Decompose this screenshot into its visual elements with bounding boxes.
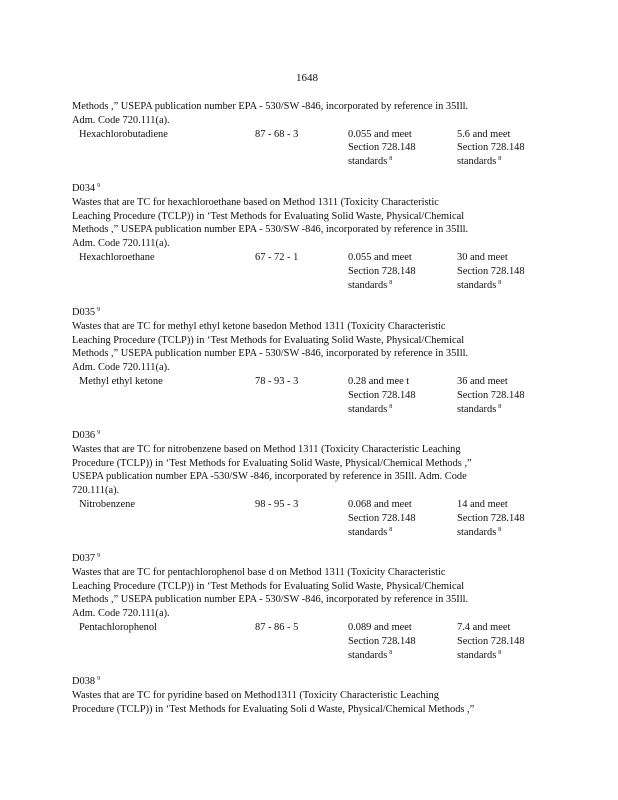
- alternate-line1: 5.6 and meet: [457, 128, 511, 140]
- page-number: 1648: [296, 72, 318, 84]
- section-hexachlorobutadiene: [72, 100, 550, 170]
- cas-number: 67 - 72 - 1: [255, 251, 299, 263]
- footnote-ref: 8: [498, 403, 502, 410]
- table-row: [72, 128, 550, 170]
- section-description: Wastes that are TC for pentachlorophenol base d on Method 1311 (Toxicity Characteristic Leaching Procedure (TCLP)) in ‘Test Methods for Evaluating Solid Waste, Physical/Chemical Methods ,” USEPA publication number EPA - 530/SW -846, incorporated by reference in 35Ill. Adm. Code 720.111(a).: [72, 566, 469, 620]
- regulated-level: [348, 375, 416, 416]
- alternate-line3: standards $^8$: [457, 156, 502, 168]
- regulated-line3: standards $^8$: [348, 403, 393, 415]
- waste-code: D038 $^9$: [72, 676, 101, 687]
- alternate-line2: Section 728.148: [457, 142, 525, 154]
- regulated-line2: Section 728.148: [348, 389, 416, 401]
- cas-number: 87 - 68 - 3: [255, 128, 299, 140]
- regulated-line1: 0.055 and meet: [348, 128, 412, 140]
- footnote-ref: 9: [97, 307, 101, 313]
- waste-code: D036 $^9$: [72, 430, 101, 441]
- alternate-line3: standards $^8$: [457, 526, 502, 538]
- cas-number: 98 - 95 - 3: [255, 498, 299, 510]
- section-description: Wastes that are TC for pyridine based on Method1311 (Toxicity Characteristic Leaching Procedure (TCLP)) in ‘Test Methods for Evaluating Soli d Waste, Physical/Chemical Methods ,”: [72, 689, 475, 715]
- footnote-ref: 8: [498, 156, 502, 163]
- section-description: Wastes that are TC for hexachloroethane based on Method 1311 (Toxicity Characteristic Leaching Procedure (TCLP)) in ‘Test Methods for Evaluating Solid Waste, Physical/Chemical Methods ,” USEPA publication number EPA - 530/SW -846, incorporated by reference in 35Ill. Adm. Code 720.111(a).: [72, 196, 469, 250]
- section-d036: [72, 429, 550, 540]
- section-d035: [72, 306, 550, 417]
- waste-code: D035 $^9$: [72, 307, 101, 318]
- waste-code: D034 $^9$: [72, 183, 101, 194]
- alternate-level: [457, 498, 525, 539]
- table-row: [72, 621, 550, 663]
- regulated-line2: Section 728.148: [348, 142, 416, 154]
- section-description: Methods ,” USEPA publication number EPA - 530/SW -846, incorporated by reference in 35Ill. Adm. Code 720.111(a).: [72, 101, 469, 126]
- alternate-level: [457, 621, 525, 662]
- chemical-name: Pentachlorophenol: [79, 621, 157, 633]
- alternate-level: [457, 128, 525, 169]
- alternate-level: [457, 375, 525, 416]
- alternate-line1: 7.4 and meet: [457, 621, 511, 633]
- regulated-line3: standards $^8$: [348, 649, 393, 661]
- footnote-ref: 8: [498, 649, 502, 656]
- table-row: [72, 375, 550, 417]
- regulated-level: [348, 128, 416, 169]
- alternate-line1: 30 and meet: [457, 251, 508, 263]
- alternate-line3: standards $^8$: [457, 403, 502, 415]
- alternate-line2: Section 728.148: [457, 389, 525, 401]
- cas-number: 78 - 93 - 3: [255, 375, 299, 387]
- table-row: [72, 251, 550, 293]
- regulated-line1: 0.068 and meet: [348, 498, 412, 510]
- footnote-ref: 8: [389, 649, 393, 656]
- chemical-name: Nitrobenzene: [79, 498, 135, 510]
- regulated-level: [348, 498, 416, 539]
- section-description: Wastes that are TC for nitrobenzene based on Method 1311 (Toxicity Characteristic Leaching Procedure (TCLP)) in ‘Test Methods for Evaluating Solid Waste, Physical/Chemical Methods ,” USEPA publication number EPA -530/SW -846, incorporated by reference in 35Ill. Adm. Code 720.111(a).: [72, 443, 472, 497]
- regulated-line2: Section 728.148: [348, 512, 416, 524]
- alternate-line2: Section 728.148: [457, 635, 525, 647]
- regulated-level: [348, 621, 416, 662]
- section-description: Wastes that are TC for methyl ethyl ketone basedon Method 1311 (Toxicity Characteristic Leaching Procedure (TCLP)) in ‘Test Methods for Evaluating Solid Waste, Physical/Chemical Methods ,” USEPA publication number EPA - 530/SW -846, incorporated by reference in 35Ill. Adm. Code 720.111(a).: [72, 320, 469, 374]
- section-d038: [72, 675, 550, 716]
- footnote-ref: 8: [389, 526, 393, 533]
- section-d037: [72, 552, 550, 663]
- footnote-ref: 9: [97, 183, 101, 189]
- alternate-line1: 36 and meet: [457, 375, 508, 387]
- regulated-line3: standards $^8$: [348, 526, 393, 538]
- alternate-line2: Section 728.148: [457, 512, 525, 524]
- regulated-line1: 0.089 and meet: [348, 621, 412, 633]
- footnote-ref: 8: [389, 156, 393, 163]
- section-d034: [72, 182, 550, 293]
- regulated-line2: Section 728.148: [348, 265, 416, 277]
- cas-number: 87 - 86 - 5: [255, 621, 299, 633]
- alternate-line3: standards $^8$: [457, 649, 502, 661]
- footnote-ref: 9: [97, 553, 101, 559]
- footnote-ref: 8: [498, 279, 502, 286]
- footnote-ref: 8: [389, 279, 393, 286]
- footnote-ref: 8: [498, 526, 502, 533]
- regulated-line1: 0.055 and meet: [348, 251, 412, 263]
- footnote-ref: 8: [389, 403, 393, 410]
- table-row: [72, 498, 550, 540]
- regulated-line3: standards $^8$: [348, 156, 393, 168]
- footnote-ref: 9: [97, 430, 101, 436]
- alternate-line1: 14 and meet: [457, 498, 508, 510]
- alternate-line3: standards $^8$: [457, 279, 502, 291]
- regulated-line2: Section 728.148: [348, 635, 416, 647]
- alternate-level: [457, 251, 525, 292]
- chemical-name: Hexachloroethane: [79, 251, 155, 263]
- regulated-line3: standards $^8$: [348, 279, 393, 291]
- footnote-ref: 9: [97, 676, 101, 682]
- chemical-name: Hexachlorobutadiene: [79, 128, 168, 140]
- alternate-line2: Section 728.148: [457, 265, 525, 277]
- regulated-line1: 0.28 and mee t: [348, 375, 410, 387]
- waste-code: D037 $^9$: [72, 553, 101, 564]
- chemical-name: Methyl ethyl ketone: [79, 375, 163, 387]
- regulated-level: [348, 251, 416, 292]
